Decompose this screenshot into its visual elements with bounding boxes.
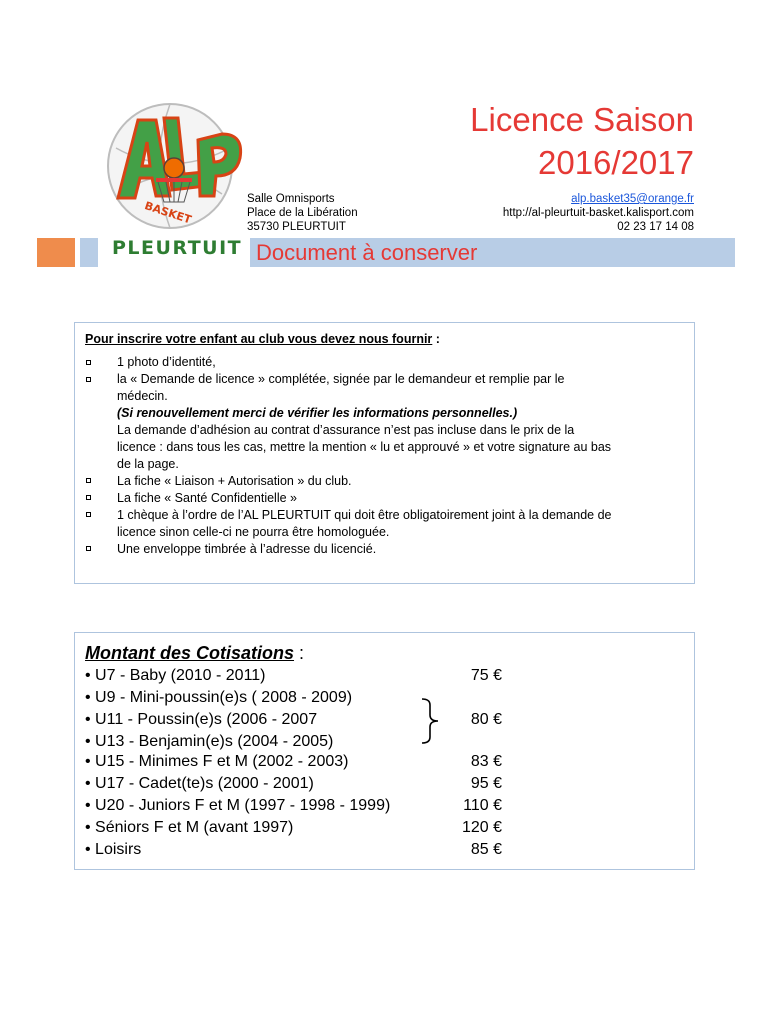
requirements-title: Pour inscrire votre enfant au club vous devez nous fournir : (85, 332, 440, 346)
curly-brace-icon (418, 697, 442, 745)
requirement-line: La demande d’adhésion au contrat d’assurance n’est pas incluse dans le prix de la (117, 423, 575, 437)
checkbox-bullet-icon (86, 512, 91, 517)
email-link[interactable]: alp.basket35@orange.fr (571, 193, 694, 205)
checkbox-bullet-icon (86, 546, 91, 551)
cotisations-title: Montant des Cotisations : (85, 643, 305, 663)
fee-row-price: 110 € (463, 797, 502, 814)
banner-orange-block (37, 238, 75, 267)
club-logo (98, 98, 248, 246)
checkbox-bullet-icon (86, 377, 91, 382)
banner-blue-block (80, 238, 98, 267)
banner-title: Document à conserver (256, 240, 478, 265)
fee-row-price: 120 € (461, 819, 502, 836)
address-line-3: 35730 PLEURTUIT (247, 221, 346, 233)
fee-row-label: • U15 - Minimes F et M (2002 - 2003) (85, 753, 349, 770)
requirement-line: licence sinon celle-ci ne pourra être homologuée. (117, 525, 390, 539)
fee-row-label: • U7 - Baby (2010 - 2011) (85, 667, 266, 684)
checkbox-bullet-icon (86, 478, 91, 483)
fee-row-label: • U11 - Poussin(e)s (2006 - 2007 (85, 711, 318, 728)
fee-row-label: • U9 - Mini-poussin(e)s ( 2008 - 2009) (85, 689, 353, 706)
requirement-line: La fiche « Santé Confidentielle » (117, 491, 297, 505)
logo-wordmark: PLEURTUIT (112, 237, 243, 259)
checkbox-bullet-icon (86, 495, 91, 500)
website-text: http://al-pleurtuit-basket.kalisport.com (502, 207, 694, 219)
checkbox-bullet-icon (86, 360, 91, 365)
requirement-line: médecin. (117, 389, 168, 403)
requirement-line: de la page. (117, 457, 179, 471)
page-title-line2: 2016/2017 (538, 144, 694, 181)
page-title-line1: Licence Saison (470, 101, 694, 138)
address-line-1: Salle Omnisports (247, 193, 335, 205)
requirement-line: La fiche « Liaison + Autorisation » du club. (117, 474, 352, 488)
requirement-note: (Si renouvellement merci de vérifier les informations personnelles.) (117, 406, 518, 420)
fee-row-label: • U20 - Juniors F et M (1997 - 1998 - 1999) (85, 797, 391, 814)
address-line-2: Place de la Libération (247, 207, 358, 219)
svg-text:BASKET: BASKET (142, 199, 193, 227)
requirement-line: 1 photo d’identité, (117, 355, 216, 369)
fee-row-price: 85 € (470, 841, 502, 858)
fee-row-price: 75 € (470, 667, 502, 684)
fee-row-price: 83 € (470, 753, 502, 770)
fee-row-price: 95 € (470, 775, 502, 792)
fee-row-label: • U13 - Benjamin(e)s (2004 - 2005) (85, 733, 334, 750)
requirement-line: licence : dans tous les cas, mettre la mention « lu et approuvé » et votre signature au bas (117, 440, 612, 454)
fee-row-label: • Loisirs (85, 841, 142, 858)
fee-row-price: 80 € (470, 711, 502, 728)
requirement-line: la « Demande de licence » complétée, signée par le demandeur et remplie par le (117, 372, 565, 386)
fee-row-label: • Séniors F et M (avant 1997) (85, 819, 294, 836)
fee-row-label: • U17 - Cadet(te)s (2000 - 2001) (85, 775, 314, 792)
requirement-line: 1 chèque à l’ordre de l’AL PLEURTUIT qui doit être obligatoirement joint à la demande de (117, 508, 612, 522)
phone-text: 02 23 17 14 08 (617, 221, 694, 233)
requirement-line: Une enveloppe timbrée à l’adresse du licencié. (117, 542, 377, 556)
